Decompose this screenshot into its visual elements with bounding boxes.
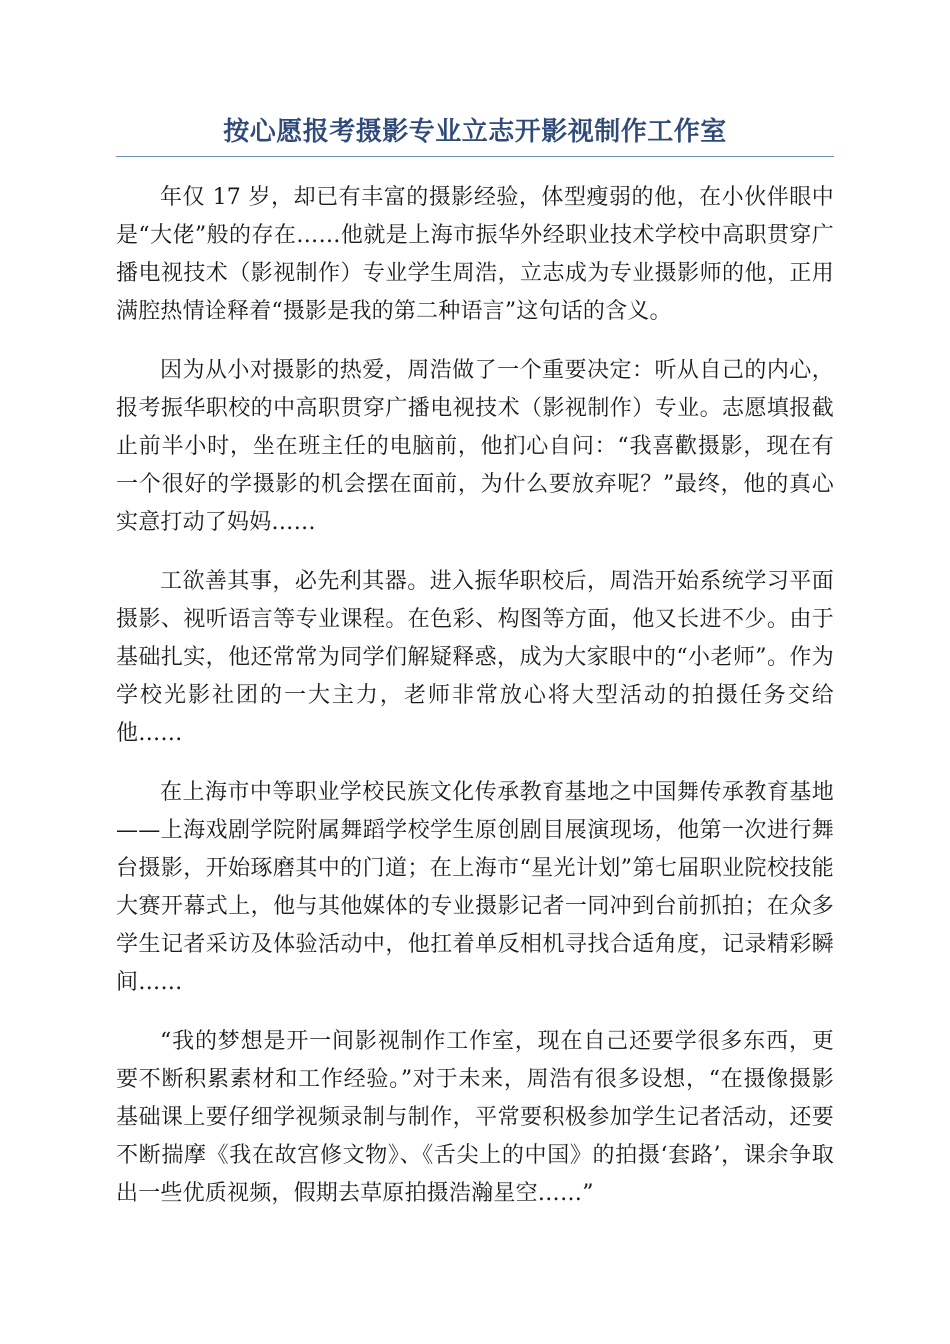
document-page	[116, 112, 834, 1234]
paragraph-5: “我的梦想是开一间影视制作工作室，现在自己还要学很多东西，更要不断积累素材和工作经验。”对于未来，周浩有很多设想，“在摄像摄影基础课上要仔细学视频录制与制作，平常要积极参加学生记者活动，还要不断揣摩《我在故宫修文物》、《舌尖上的中国》的拍摄‘套路’，课余争取出一些优质视频，假期去草原拍摄浩瀚星空……”	[116, 1029, 834, 1206]
paragraph-3: 工欲善其事，必先利其器。进入振华职校后，周浩开始系统学习平面摄影、视听语言等专业课程。在色彩、构图等方面，他又长进不少。由于基础扎实，他还常常为同学们解疑释惑，成为大家眼中的“小老师”。作为学校光影社团的一大主力，老师非常放心将大型活动的拍摄任务交给他……	[116, 569, 834, 746]
paragraph-1: 年仅 17 岁，却已有丰富的摄影经验，体型瘦弱的他，在小伙伴眼中是“大佬”般的存在……他就是上海市振华外经职业技术学校中高职贯穿广播电视技术（影视制作）专业学生周浩，立志成为专业摄影师的他，正用满腔热情诠释着“摄影是我的第二种语言”这句话的含义。	[116, 185, 834, 324]
article-title: 按心愿报考摄影专业立志开影视制作工作室	[116, 112, 834, 157]
article-body	[116, 179, 834, 1213]
paragraph-2: 因为从小对摄影的热爱，周浩做了一个重要决定：听从自己的内心，报考振华职校的中高职贯穿广播电视技术（影视制作）专业。志愿填报截止前半小时，坐在班主任的电脑前，他扪心自问：“我喜歡摄影，现在有一个很好的学摄影的机会摆在面前，为什么要放弃呢？”最终，他的真心实意打动了妈妈……	[116, 358, 834, 535]
paragraph-4: 在上海市中等职业学校民族文化传承教育基地之中国舞传承教育基地——上海戏剧学院附属舞蹈学校学生原创剧目展演现场，他第一次进行舞台摄影，开始琢磨其中的门道；在上海市“星光计划”第七届职业院校技能大赛开幕式上，他与其他媒体的专业摄影记者一同冲到台前抓拍；在众多学生记者采访及体验活动中，他扛着单反相机寻找合适角度，记录精彩瞬间……	[116, 780, 834, 995]
